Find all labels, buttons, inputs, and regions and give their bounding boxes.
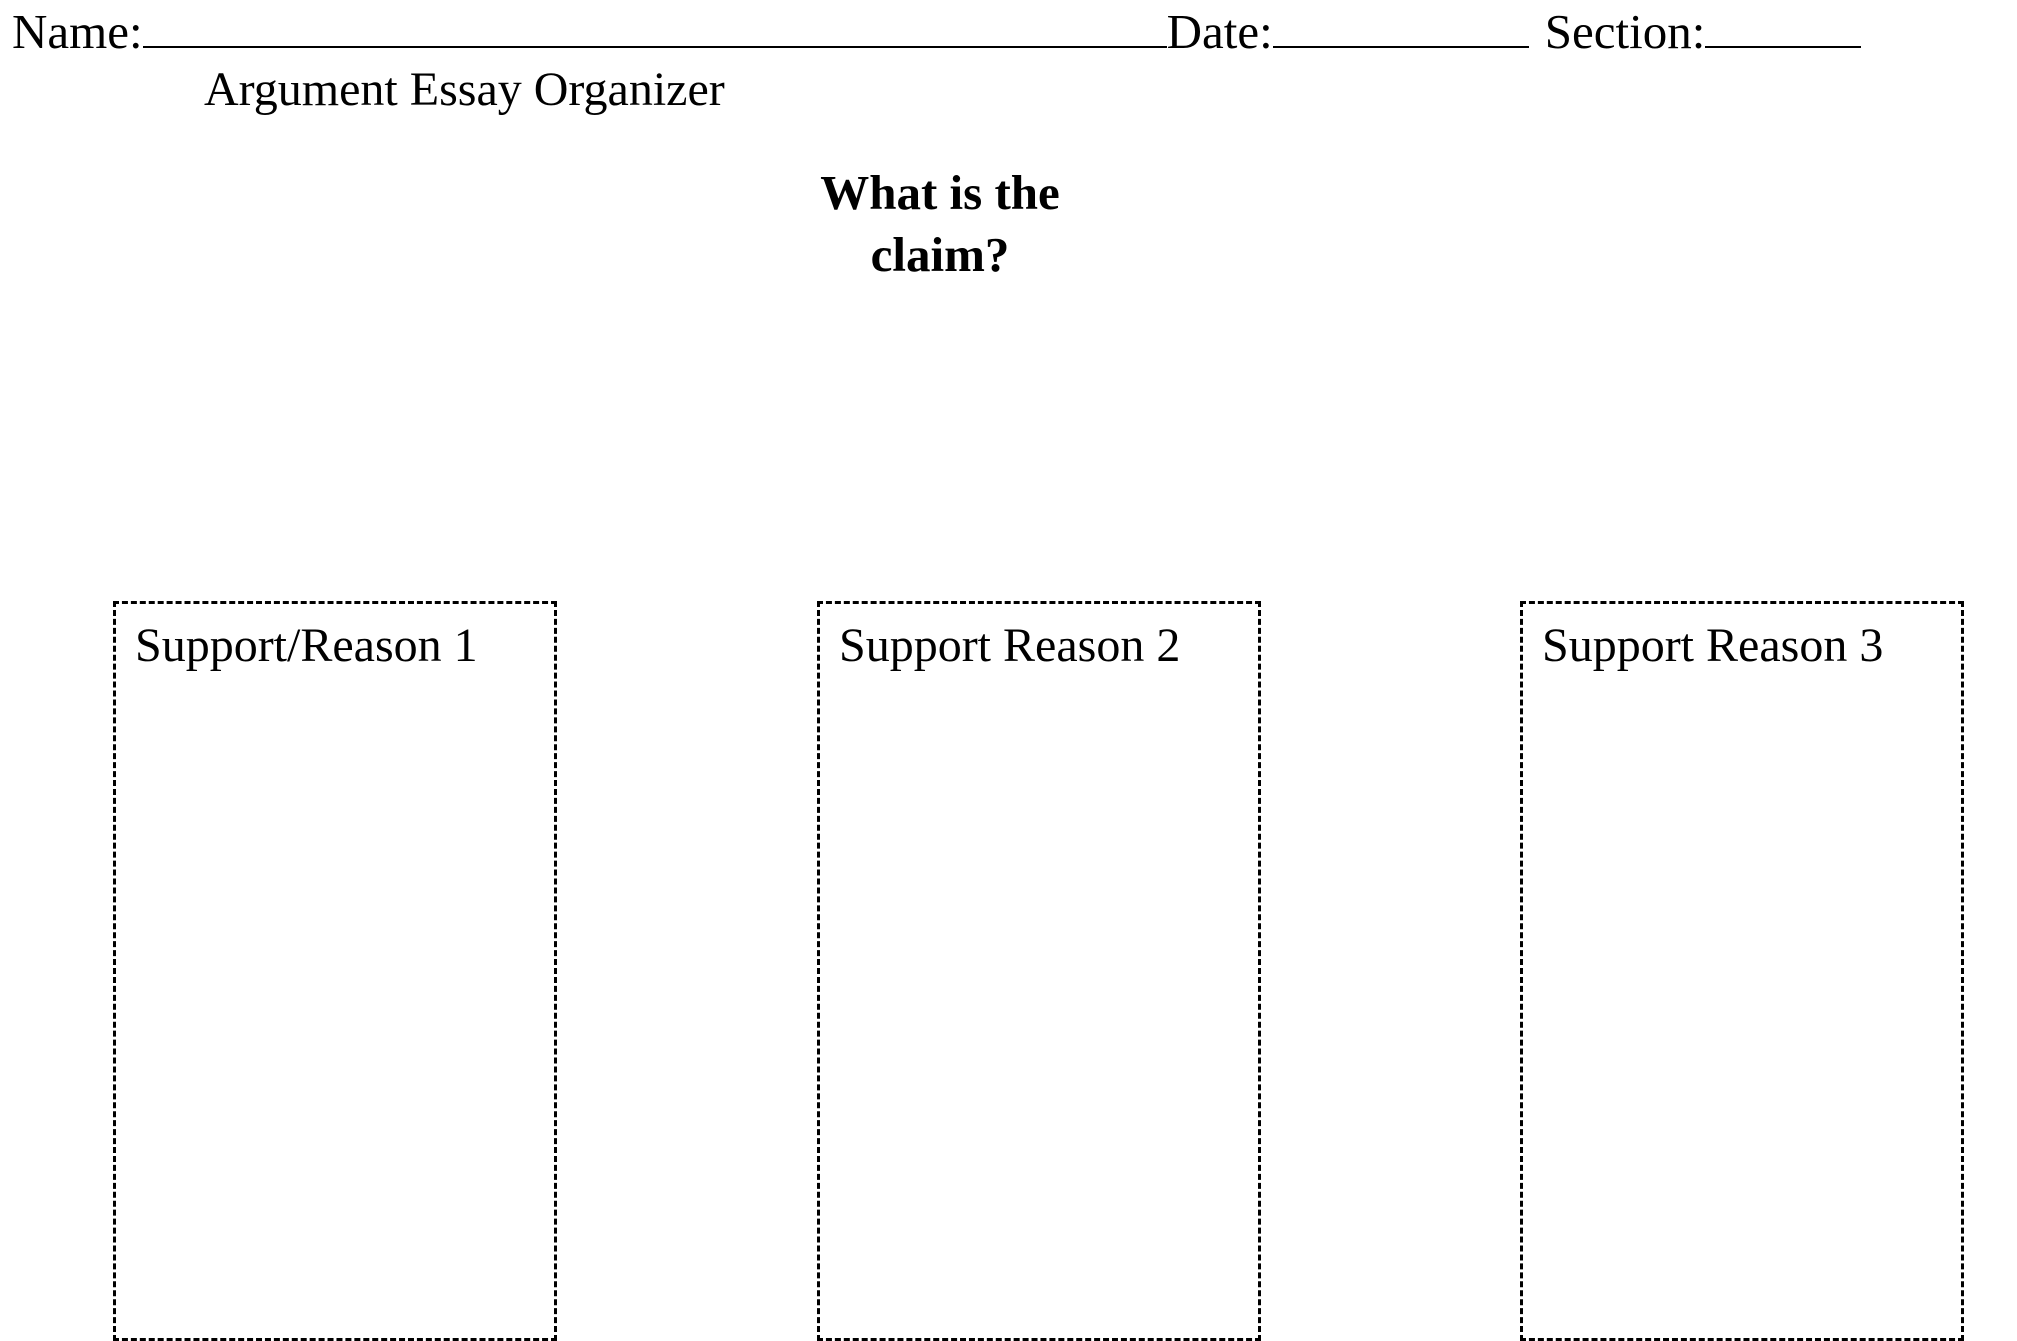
claim-prompt-line-1: What is the — [820, 165, 1060, 220]
student-info-header — [12, 2, 1861, 60]
support-reason-box-3[interactable] — [1520, 601, 1964, 1341]
section-blank-line[interactable] — [1705, 2, 1861, 48]
date-blank-line[interactable] — [1273, 2, 1529, 48]
claim-prompt-line-2: claim? — [870, 227, 1010, 282]
date-label: Date: — [1166, 4, 1273, 59]
support-reason-label-3: Support Reason 3 — [1542, 619, 1884, 672]
support-reason-label-1: Support/Reason 1 — [135, 619, 478, 672]
worksheet-title: Argument Essay Organizer — [204, 63, 725, 116]
support-reason-label-2: Support Reason 2 — [839, 619, 1181, 672]
support-reason-box-2[interactable] — [817, 601, 1261, 1341]
support-reason-box-1[interactable] — [113, 601, 557, 1341]
section-label: Section: — [1544, 4, 1706, 59]
claim-prompt — [740, 162, 1140, 286]
name-blank-line[interactable] — [143, 2, 1167, 48]
name-label: Name: — [12, 4, 143, 59]
